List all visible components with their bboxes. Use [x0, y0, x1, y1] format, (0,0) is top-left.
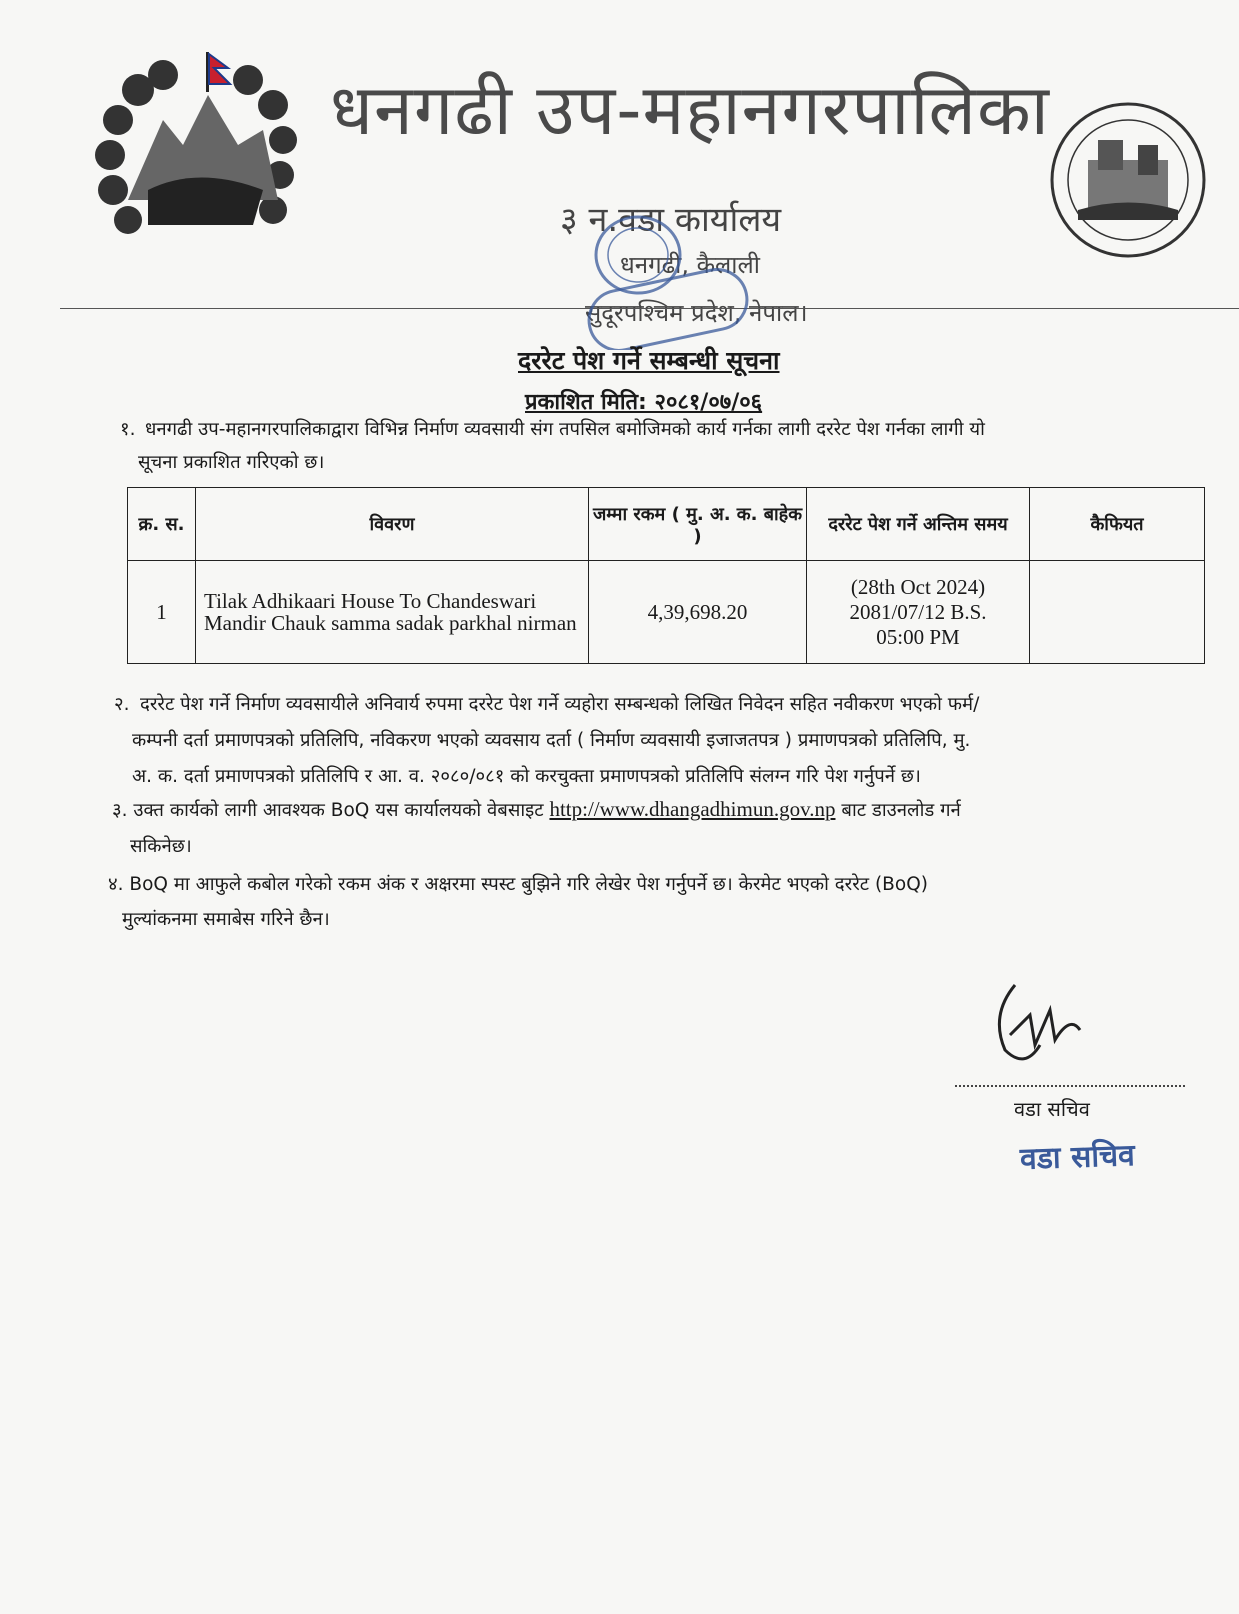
- col-header-sn: क्र. स.: [128, 488, 196, 561]
- municipality-seal: [1048, 100, 1208, 260]
- website-link[interactable]: http://www.dhangadhimun.gov.np: [549, 797, 836, 821]
- col-header-description: विवरण: [196, 488, 589, 561]
- nepal-emblem-logo: [88, 50, 303, 240]
- col-header-amount: जम्मा रकम ( मु. अ. क. बाहेक ): [589, 488, 807, 561]
- para1-number: १.: [120, 419, 136, 440]
- table-row: [128, 561, 1205, 664]
- para3-line1: [112, 795, 1212, 825]
- notice-title: दररेट पेश गर्ने सम्बन्धी सूचना: [518, 346, 780, 375]
- cell-sn: 1: [128, 561, 196, 664]
- signatory-title: वडा सचिव: [1014, 1097, 1090, 1121]
- para2-line2: कम्पनी दर्ता प्रमाणपत्रको प्रतिलिपि, नविकरण भएको व्यवसाय दर्ता ( निर्माण व्यवसायी इजाजतपत्र ) प्रमाणपत्रको प्रतिलिपि, मु.: [132, 730, 971, 751]
- col-header-remarks: कैफियत: [1030, 488, 1205, 561]
- tender-table: [127, 487, 1205, 664]
- place-line: धनगढी, कैलाली: [620, 251, 760, 279]
- para2-line1: दररेट पेश गर्ने निर्माण व्यवसायीले अनिवार्य रुपमा दररेट पेश गर्ने व्यहोरा सम्बन्धको लिखित निवेदन सहित नवीकरण भएको फर्म/: [140, 694, 980, 715]
- para4-line1: ४. BoQ मा आफुले कबोल गरेको रकम अंक र अक्षरमा स्पस्ट बुझिने गरि लेखेर पेश गर्नुपर्ने छ। केरमेट भएको दररेट (BoQ): [108, 874, 928, 895]
- para1-line2: सूचना प्रकाशित गरिएको छ।: [138, 452, 325, 473]
- handwritten-signature: [985, 975, 1095, 1075]
- para1-line1: धनगढी उप-महानगरपालिकाद्वारा विभिन्न निर्माण व्यवसायी संग तपसिल बमोजिमको कार्य गर्नका लागी दररेट पेश गर्नका लागी यो: [145, 419, 985, 440]
- deadline-ad: (28th Oct 2024): [850, 574, 986, 599]
- para3-line2: सकिनेछ।: [130, 836, 192, 857]
- province-line: सुदूरपश्चिम प्रदेश, नेपाल।: [585, 299, 808, 327]
- published-date: प्रकाशित मिति: २०८१/०७/०६: [525, 390, 763, 415]
- cell-amount: 4,39,698.20: [589, 561, 807, 664]
- table-header-row: [128, 488, 1205, 561]
- office-stamp: [583, 210, 753, 350]
- ward-office-line: ३ न.वडा कार्यालय: [560, 200, 782, 240]
- para3-text-post: बाट डाउनलोड गर्न: [841, 800, 961, 821]
- signature-line: [955, 1085, 1185, 1087]
- para4-line2: मुल्यांकनमा समाबेस गरिने छैन।: [122, 909, 330, 930]
- para2-line3: अ. क. दर्ता प्रमाणपत्रको प्रतिलिपि र आ. व. २०८०/०८१ को करचुक्ता प्रमाणपत्रको प्रतिलिपि संलग्न गरि पेश गर्नुपर्ने छ।: [132, 766, 921, 787]
- cell-description: Tilak Adhikaari House To Chandeswari Mandir Chauk samma sadak parkhal nirman: [196, 561, 589, 664]
- signatory-stamp: वडा सचिव: [1019, 1138, 1136, 1177]
- cell-remarks: [1030, 561, 1205, 664]
- municipality-title: धनगढी उप-महानगरपालिका: [330, 69, 1050, 151]
- deadline-bs: 2081/07/12 B.S.: [849, 599, 987, 624]
- cell-deadline: [807, 561, 1030, 664]
- para2-number: २.: [114, 694, 130, 715]
- deadline-time: 05:00 PM: [876, 624, 960, 649]
- para3-text-pre: ३. उक्त कार्यको लागी आवश्यक BoQ यस कार्यालयको वेबसाइट: [112, 800, 544, 821]
- col-header-deadline: दररेट पेश गर्ने अन्तिम समय: [807, 488, 1030, 561]
